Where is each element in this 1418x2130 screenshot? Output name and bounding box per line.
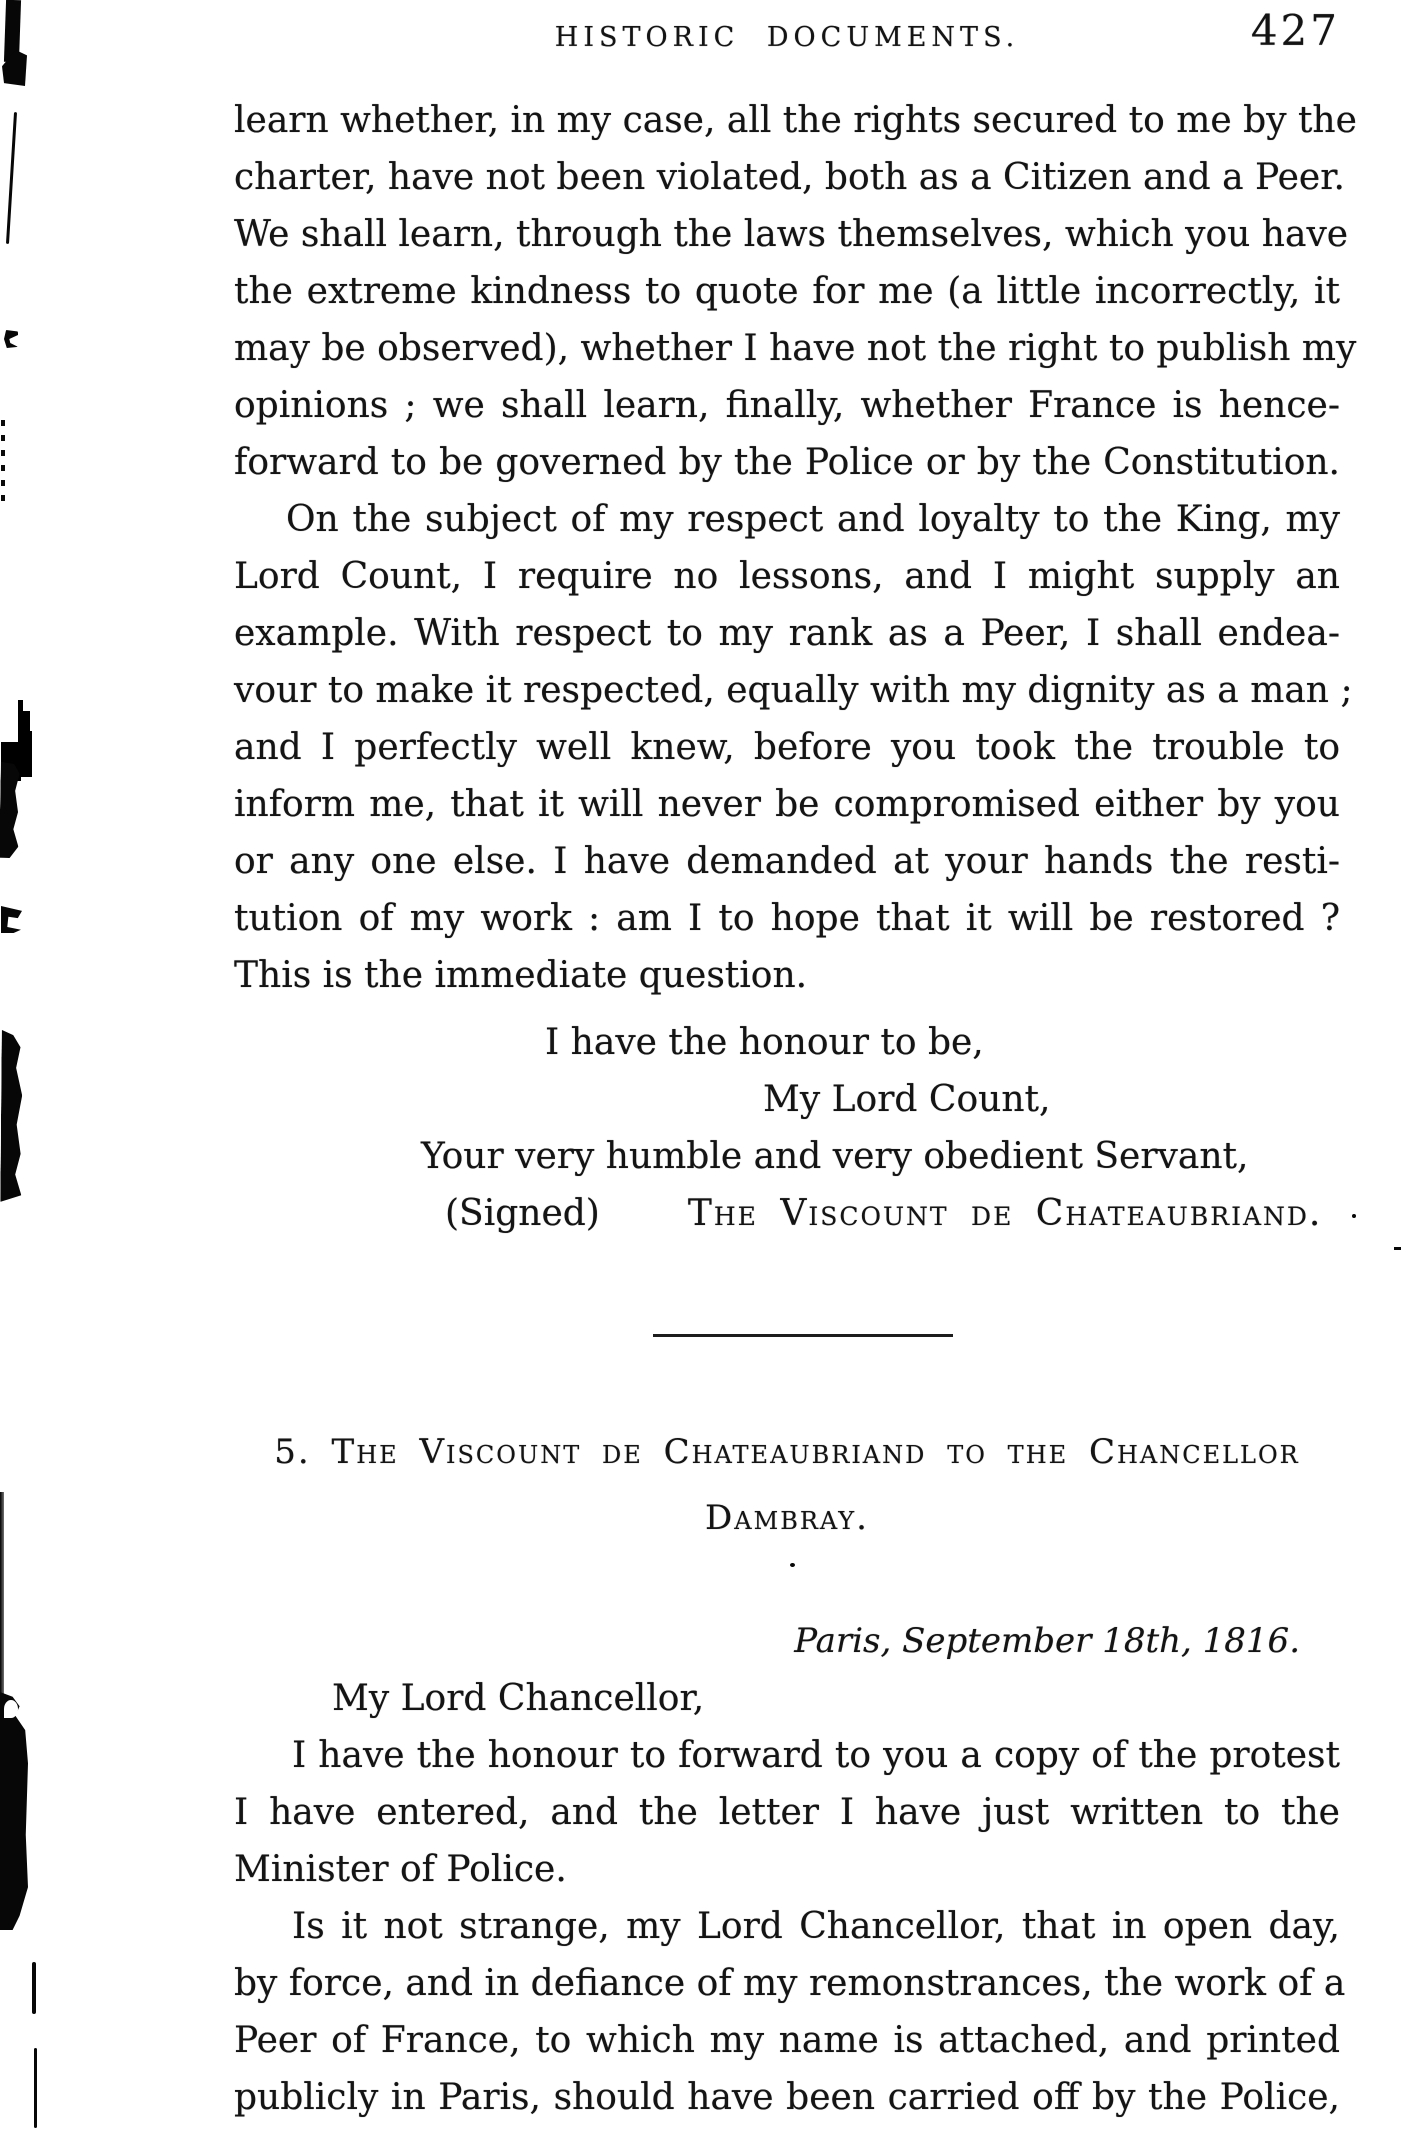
scan-artifact-bottom-line: [34, 2048, 37, 2128]
letter2-dateline: Paris, September 18th, 1816.: [794, 1621, 1300, 1661]
text-line: I have entered, and the letter I have just written to the: [234, 1792, 1340, 1833]
valediction-line: My Lord Count,: [763, 1079, 1051, 1120]
text-line: charter, have not been violated, both as a Citizen and a Peer.: [234, 157, 1345, 198]
page-content: [234, 0, 1357, 2126]
scan-artifact-blob-curl: [4, 1700, 18, 1718]
scan-artifact-dash: [1394, 1247, 1401, 1250]
text-line: publicly in Paris, should have been carried off by the Police,: [234, 2077, 1340, 2118]
text-line: I have the honour to forward to you a copy of the protest: [292, 1735, 1340, 1776]
letter2-body: [234, 1727, 1346, 2126]
section-divider-rule: [653, 1334, 953, 1337]
letter2-heading-line2: Dambray.: [705, 1498, 869, 1538]
signature-name: The Viscount de Chateaubriand.: [687, 1193, 1323, 1234]
valediction-line: Your very humble and very obedient Servant,: [421, 1136, 1249, 1177]
text-line: and I perfectly well knew, before you took the trouble to: [234, 727, 1340, 768]
text-line: inform me, that it will never be compromised either by you: [234, 784, 1340, 825]
text-line: or any one else. I have demanded at your hands the resti-: [234, 841, 1340, 882]
page-number: 427: [1250, 6, 1340, 55]
scan-artifact-hook-mark: [1, 906, 22, 933]
scan-artifact-dotted-column: [1, 420, 5, 502]
letter2-heading-line1: 5. The Viscount de Chateaubriand to the Chancellor: [274, 1432, 1300, 1472]
scan-artifact-dot: [1352, 1214, 1356, 1218]
letter1-valediction: [234, 1014, 1340, 1242]
signature-line: [234, 1185, 1340, 1242]
text-line: learn whether, in my case, all the rights secured to me by the: [234, 100, 1357, 141]
scan-artifact-ink-streak: [0, 762, 20, 858]
text-line: may be observed), whether I have not the right to publish my: [234, 328, 1357, 369]
scan-artifact-hairline: [6, 112, 17, 244]
text-line: On the subject of my respect and loyalty to the King, my: [286, 499, 1340, 540]
text-line: We shall learn, through the laws themselves, which you have: [234, 214, 1349, 255]
signed-label: (Signed): [445, 1193, 600, 1234]
letter2-heading: [234, 1419, 1340, 1551]
text-line: opinions ; we shall learn, finally, whether France is hence-: [234, 385, 1340, 426]
running-head: [234, 0, 1340, 70]
letter1-body: [234, 92, 1357, 1004]
text-line: Minister of Police.: [234, 1849, 567, 1890]
text-line: example. With respect to my rank as a Peer, I shall endea-: [234, 613, 1340, 654]
text-line: by force, and in defiance of my remonstrances, the work of a: [234, 1963, 1346, 2004]
scan-artifact-edge-sliver: [0, 1492, 4, 1704]
text-line: Is it not strange, my Lord Chancellor, that in open day,: [292, 1906, 1340, 1947]
text-line: Lord Count, I require no lessons, and I might supply an: [234, 556, 1340, 597]
scan-artifact-small-glyph: [4, 330, 18, 348]
scan-artifact-speckles: [0, 698, 18, 742]
text-line: the extreme kindness to quote for me (a little incorrectly, it: [234, 271, 1340, 312]
scan-artifact-bottom-line: [32, 1962, 36, 2014]
letter2-salutation: My Lord Chancellor,: [332, 1678, 705, 1719]
valediction-line: I have the honour to be,: [545, 1022, 984, 1063]
scan-artifact-ink-streak: [0, 1030, 23, 1202]
text-line: tution of my work : am I to hope that it will be restored ?: [234, 898, 1340, 939]
text-line: vour to make it respected, equally with my dignity as a man ;: [234, 670, 1353, 711]
text-line: Peer of France, to which my name is attached, and printed: [234, 2020, 1340, 2061]
text-line: forward to be governed by the Police or by the Constitution.: [234, 442, 1340, 483]
text-line: This is the immediate question.: [234, 955, 808, 996]
scan-artifact-ink-blob: [0, 1692, 28, 1930]
running-head-title: HISTORIC DOCUMENTS.: [554, 22, 1020, 53]
